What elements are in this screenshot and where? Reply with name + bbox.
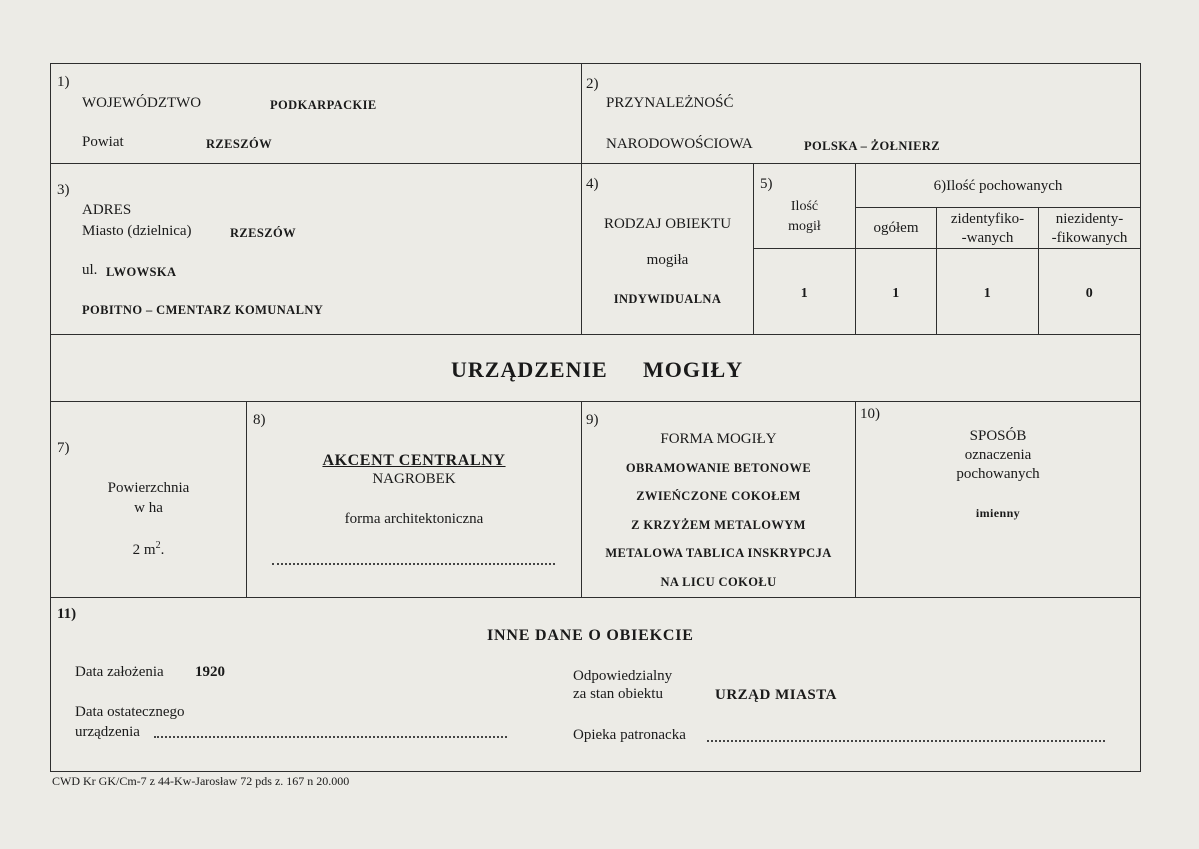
address-label: ADRES bbox=[82, 202, 132, 218]
buried-identified-header-1: zidentyfiko- bbox=[950, 211, 1025, 227]
responsible-value: URZĄD MIASTA bbox=[715, 687, 837, 703]
buried-count-title: 6)Ilość pochowanych bbox=[933, 178, 1063, 194]
buried-identified-header-2: -wanych bbox=[961, 230, 1014, 246]
divider-s7-s8 bbox=[246, 401, 247, 598]
border-top bbox=[50, 63, 1141, 64]
divider-row2 bbox=[50, 334, 1141, 335]
s3-number: 3) bbox=[57, 182, 70, 198]
street-label: ul. bbox=[82, 262, 98, 278]
street-value: LWOWSKA bbox=[106, 265, 177, 279]
area-unit-superscript: 2 bbox=[155, 540, 161, 551]
founding-date-label: Data założenia bbox=[75, 664, 164, 680]
border-right bbox=[1140, 63, 1141, 772]
heading-word-2: MOGIŁY bbox=[643, 357, 744, 382]
central-accent-value: AKCENT CENTRALNY bbox=[322, 452, 506, 469]
founding-date-value: 1920 bbox=[195, 664, 225, 680]
city-value: RZESZÓW bbox=[230, 226, 297, 240]
buried-identified-value: 1 bbox=[983, 286, 992, 301]
s7-number: 7) bbox=[57, 440, 70, 456]
s8-number: 8) bbox=[253, 412, 266, 428]
patronage-label: Opieka patronacka bbox=[573, 727, 686, 743]
grave-form-line-1: OBRAMOWANIE BETONOWE bbox=[625, 461, 812, 475]
location-value: POBITNO – CMENTARZ KOMUNALNY bbox=[82, 303, 324, 317]
s2-number: 2) bbox=[586, 76, 599, 92]
nationality-label-1: PRZYNALEŻNOŚĆ bbox=[606, 95, 734, 111]
divider-heading bbox=[50, 401, 1141, 402]
buried-unidentified-header-1: niezidenty- bbox=[1055, 211, 1124, 227]
divider-s5-s6-values bbox=[753, 248, 1141, 249]
area-label-2: w ha bbox=[134, 500, 163, 516]
divider-row3 bbox=[50, 597, 1141, 598]
county-label: Powiat bbox=[82, 134, 124, 150]
tombstone-value: NAGROBEK bbox=[372, 471, 456, 487]
architectural-form-label: forma architektoniczna bbox=[344, 511, 484, 527]
border-bottom bbox=[50, 771, 1141, 772]
marking-label-1: SPOSÓB bbox=[969, 428, 1027, 444]
s11-number: 11) bbox=[57, 606, 77, 622]
form-footer-code: CWD Kr GK/Cm-7 z 44-Kw-Jarosław 72 pds z. 167 n 20.000 bbox=[52, 774, 350, 788]
architectural-form-dotted-line bbox=[272, 563, 555, 565]
object-type-value: INDYWIDUALNA bbox=[613, 292, 722, 306]
responsible-label-2: za stan obiektu bbox=[573, 686, 663, 702]
other-data-title: INNE DANE O OBIEKCIE bbox=[487, 627, 694, 644]
voivodeship-value: PODKARPACKIE bbox=[270, 98, 377, 112]
heading-word-1: URZĄDZENIE bbox=[451, 357, 608, 382]
grave-form-line-3: Z KRZYŻEM METALOWYM bbox=[631, 518, 806, 532]
marking-value: imienny bbox=[975, 506, 1021, 520]
buried-unidentified-value: 0 bbox=[1085, 286, 1094, 301]
nationality-label-2: NARODOWOŚCIOWA bbox=[606, 136, 753, 152]
graves-count-value: 1 bbox=[800, 286, 809, 301]
final-arrangement-label-2: urządzenia bbox=[75, 724, 140, 740]
s9-number: 9) bbox=[586, 412, 599, 428]
nationality-value: POLSKA – ŻOŁNIERZ bbox=[804, 139, 940, 153]
buried-unidentified-header-2: -fikowanych bbox=[1051, 230, 1128, 246]
responsible-label-1: Odpowiedzialny bbox=[573, 668, 673, 684]
area-value-text: 2 m bbox=[132, 542, 156, 558]
divider-s6-header bbox=[855, 207, 1141, 208]
area-value bbox=[51, 537, 246, 559]
area-label-1: Powierzchnia bbox=[107, 480, 190, 496]
area-value-dot: . bbox=[160, 542, 165, 558]
marking-label-2: oznaczenia bbox=[964, 447, 1032, 463]
city-label: Miasto (dzielnica) bbox=[82, 223, 192, 239]
final-arrangement-dotted-line bbox=[154, 736, 507, 738]
grave-form-line-4: METALOWA TABLICA INSKRYPCJA bbox=[605, 546, 832, 560]
object-type-label: RODZAJ OBIEKTU bbox=[603, 216, 732, 232]
buried-total-value: 1 bbox=[892, 286, 900, 301]
graves-count-label-1: Ilość bbox=[790, 199, 819, 214]
grave-form-line-5: NA LICU COKOŁU bbox=[660, 575, 777, 589]
grave-form-label: FORMA MOGIŁY bbox=[660, 431, 777, 447]
s4-number: 4) bbox=[586, 176, 599, 192]
final-arrangement-label-1: Data ostatecznego bbox=[75, 704, 185, 720]
grave-form-line-2: ZWIEŃCZONE COKOŁEM bbox=[636, 489, 801, 503]
marking-label-3: pochowanych bbox=[956, 466, 1040, 482]
patronage-dotted-line bbox=[707, 740, 1105, 742]
buried-total-header: ogółem bbox=[873, 220, 919, 236]
graves-count-label-2: mogił bbox=[788, 219, 821, 234]
border-left bbox=[50, 63, 51, 772]
object-type-label-2: mogiła bbox=[646, 252, 689, 268]
s1-number: 1) bbox=[57, 74, 70, 90]
voivodeship-label: WOJEWÓDZTWO bbox=[82, 95, 202, 111]
s5-number: 5) bbox=[760, 176, 773, 192]
divider-s4-s5 bbox=[753, 163, 754, 335]
county-value: RZESZÓW bbox=[206, 137, 273, 151]
divider-row1 bbox=[50, 163, 1141, 164]
s10-number: 10) bbox=[860, 406, 880, 422]
